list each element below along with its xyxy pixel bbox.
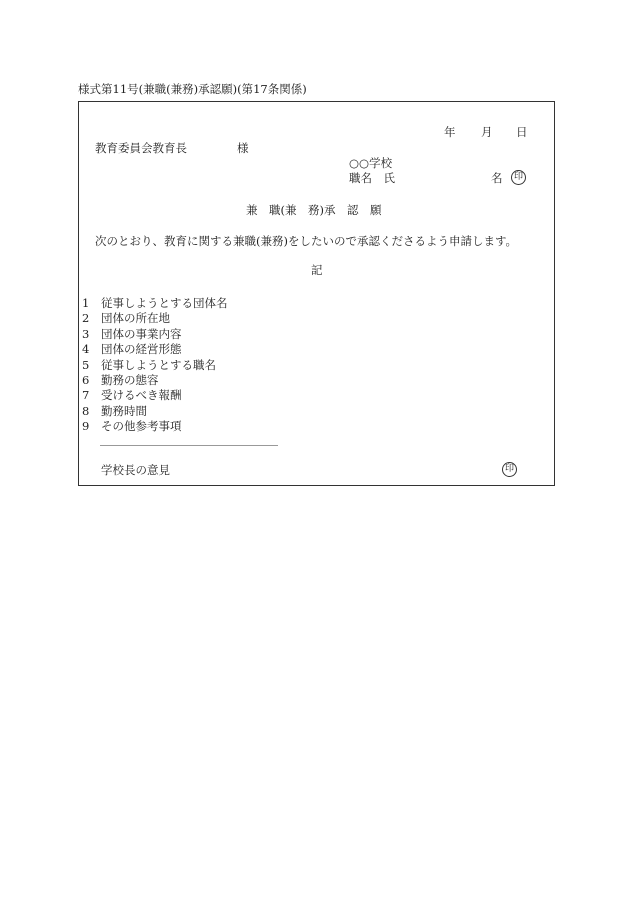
principal-opinion-label: 学校長の意見 [101,463,170,477]
list-item [82,388,228,403]
item-number: 9 [82,419,90,434]
item-number: 8 [82,403,90,418]
list-item [82,373,228,388]
list-item [82,419,228,434]
item-number: 4 [82,342,90,357]
item-number: 3 [82,326,90,341]
document-heading: 兼 職(兼 務)承 認 願 [246,203,382,217]
list-item [82,296,228,311]
date-month-label: 月 [481,125,493,139]
addressee: 教育委員会教育長 [95,141,187,155]
applicant-position-name-label: 職名 氏 [349,171,395,185]
honorific: 様 [237,141,249,155]
form-title: 様式第11号(兼職(兼務)承認願)(第17条関係) [78,82,307,96]
list-item [82,342,228,357]
list-item [82,327,228,342]
applicant-school: ○○学校 [349,156,393,170]
item-number: 5 [82,357,90,372]
list-item [82,404,228,419]
date-day-label: 日 [516,125,528,139]
applicant-seal-icon: 印 [511,170,526,185]
items-list [82,296,228,435]
applicant-name-suffix: 名 [491,171,503,185]
item-number: 6 [82,372,90,387]
item-label: 従事しようとする団体名 [101,296,228,310]
list-item [82,311,228,326]
item-label: その他参考事項 [101,419,182,434]
underline-rule [100,445,278,446]
item-label: 受けるべき報酬 [101,388,182,403]
item-label: 勤務時間 [101,403,147,418]
item-number: 2 [82,311,90,326]
item-number: 7 [82,388,90,403]
request-text: 次のとおり、教育に関する兼職(兼務)をしたいので承認くださるよう申請します。 [95,234,518,248]
principal-seal-icon: 印 [502,462,517,477]
item-label: 団体の経営形態 [101,342,182,357]
item-label: 団体の事業内容 [101,326,182,341]
list-item [82,358,228,373]
item-label: 勤務の態容 [101,372,159,387]
item-label: 団体の所在地 [101,311,170,326]
date-year-label: 年 [444,125,456,139]
item-label: 従事しようとする職名 [101,357,216,372]
ki-mark: 記 [311,263,323,277]
item-number: 1 [82,296,90,310]
